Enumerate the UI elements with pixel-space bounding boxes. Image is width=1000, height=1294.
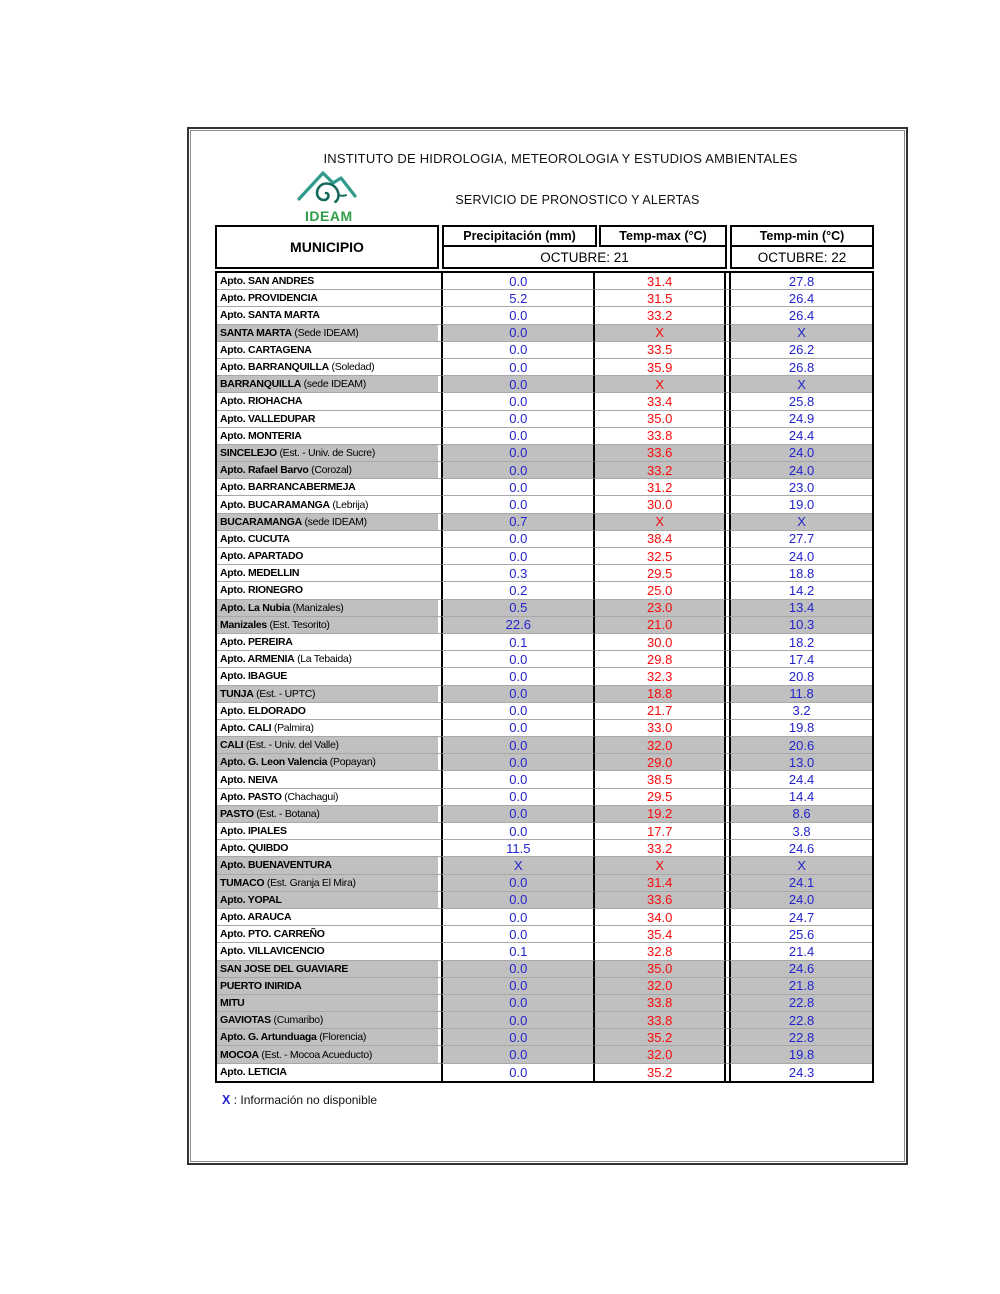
table-row [217, 995, 872, 1012]
precipitation-value: 0.3 [441, 565, 595, 582]
temp-min-value: 11.8 [729, 686, 872, 703]
municipality-cell: CALI (Est. - Univ. del Valle) [217, 737, 438, 754]
table-row [217, 771, 872, 788]
temp-min-value: 27.7 [729, 531, 872, 548]
table-body-box [215, 271, 874, 1083]
precipitation-value: 22.6 [441, 617, 595, 634]
temp-max-value: 35.4 [595, 926, 726, 943]
precipitation-value: 0.0 [441, 651, 595, 668]
temp-max-value: 35.2 [595, 1029, 726, 1046]
table-row [217, 703, 872, 720]
table-row [217, 428, 872, 445]
precipitation-value: 0.0 [441, 771, 595, 788]
temp-max-value: 25.0 [595, 582, 726, 599]
report-frame [187, 127, 908, 1165]
temp-min-value: 24.4 [729, 771, 872, 788]
temp-max-value: 33.6 [595, 892, 726, 909]
temp-min-value: 23.0 [729, 479, 872, 496]
table-row [217, 961, 872, 978]
temp-max-value: 33.0 [595, 720, 726, 737]
table-row [217, 565, 872, 582]
temp-max-value: 33.6 [595, 445, 726, 462]
temp-max-value: X [595, 376, 726, 393]
table-row [217, 909, 872, 926]
temp-min-value: 19.8 [729, 720, 872, 737]
table-row [217, 462, 872, 479]
temp-min-value: 20.8 [729, 668, 872, 685]
temp-min-value: 26.8 [729, 359, 872, 376]
table-row [217, 857, 872, 874]
table-row [217, 1029, 872, 1046]
temp-max-value: 29.8 [595, 651, 726, 668]
temp-max-value: 35.0 [595, 961, 726, 978]
temp-max-value: 32.8 [595, 943, 726, 960]
table-row [217, 342, 872, 359]
precipitation-value: 0.0 [441, 875, 595, 892]
municipality-cell: Apto. SAN ANDRES [217, 273, 438, 290]
temp-min-value: 14.2 [729, 582, 872, 599]
precipitation-value: 0.0 [441, 531, 595, 548]
municipality-cell: Apto. ELDORADO [217, 703, 438, 720]
institute-title: INSTITUTO DE HIDROLOGIA, METEOROLOGIA Y ESTUDIOS AMBIENTALES [323, 151, 798, 166]
precipitation-value: 0.0 [441, 995, 595, 1012]
temp-min-value: X [729, 514, 872, 531]
precipitation-value: 0.0 [441, 479, 595, 496]
table-row [217, 978, 872, 995]
precipitation-value: 0.7 [441, 514, 595, 531]
temp-max-value: 33.2 [595, 307, 726, 324]
precipitation-value: 0.0 [441, 342, 595, 359]
temp-min-value: 24.0 [729, 445, 872, 462]
temp-max-value: 33.2 [595, 462, 726, 479]
temp-min-value: 24.3 [729, 1064, 872, 1081]
precipitation-value: 0.0 [441, 909, 595, 926]
temp-min-value: 21.8 [729, 978, 872, 995]
municipality-cell: Apto. CARTAGENA [217, 342, 438, 359]
temp-max-value: 33.2 [595, 840, 726, 857]
temp-min-value: 13.4 [729, 600, 872, 617]
temp-min-value: 20.6 [729, 737, 872, 754]
municipality-cell: Apto. BUENAVENTURA [217, 857, 438, 874]
precipitation-value: 0.0 [441, 496, 595, 513]
table-row [217, 325, 872, 342]
temp-max-value: 32.3 [595, 668, 726, 685]
precipitation-value: 0.0 [441, 359, 595, 376]
temp-max-value: 35.0 [595, 411, 726, 428]
table-row [217, 720, 872, 737]
temp-max-value: 33.8 [595, 1012, 726, 1029]
header-municipio: MUNICIPIO [215, 225, 439, 269]
table-row [217, 531, 872, 548]
temp-max-value: 18.8 [595, 686, 726, 703]
temp-max-value: 30.0 [595, 496, 726, 513]
municipality-cell: Apto. YOPAL [217, 892, 438, 909]
municipality-cell: Apto. CUCUTA [217, 531, 438, 548]
table-row [217, 376, 872, 393]
precipitation-value: 0.0 [441, 1012, 595, 1029]
municipality-cell: SANTA MARTA (Sede IDEAM) [217, 325, 438, 342]
precipitation-value: 0.0 [441, 686, 595, 703]
temp-max-value: X [595, 514, 726, 531]
temp-min-value: 24.0 [729, 462, 872, 479]
temp-max-value: 33.8 [595, 995, 726, 1012]
temp-min-value: 24.0 [729, 548, 872, 565]
municipality-cell: Apto. BUCARAMANGA (Lebrija) [217, 496, 438, 513]
precipitation-value: 0.0 [441, 823, 595, 840]
municipality-cell: Apto. VALLEDUPAR [217, 411, 438, 428]
precipitation-value: 0.2 [441, 582, 595, 599]
precipitation-value: 0.0 [441, 325, 595, 342]
table-row [217, 290, 872, 307]
temp-min-value: 18.8 [729, 565, 872, 582]
table-row [217, 789, 872, 806]
temp-max-value: 29.5 [595, 565, 726, 582]
header-precipitacion: Precipitación (mm) [442, 225, 597, 247]
temp-max-value: 34.0 [595, 909, 726, 926]
municipality-cell: SINCELEJO (Est. - Univ. de Sucre) [217, 445, 438, 462]
precipitation-value: 0.0 [441, 428, 595, 445]
municipality-cell: PUERTO INIRIDA [217, 978, 438, 995]
temp-min-value: 8.6 [729, 806, 872, 823]
temp-max-value: 21.0 [595, 617, 726, 634]
municipality-cell: Apto. PROVIDENCIA [217, 290, 438, 307]
precipitation-value: 0.0 [441, 789, 595, 806]
temp-min-value: 24.0 [729, 892, 872, 909]
municipality-cell: Apto. PTO. CARREÑO [217, 926, 438, 943]
municipality-cell: Apto. RIOHACHA [217, 393, 438, 410]
footnote-x-symbol: X [222, 1092, 231, 1107]
temp-max-value: X [595, 857, 726, 874]
table-row [217, 806, 872, 823]
municipality-cell: Apto. VILLAVICENCIO [217, 943, 438, 960]
precipitation-value: 0.0 [441, 445, 595, 462]
temp-min-value: 25.8 [729, 393, 872, 410]
table-row [217, 634, 872, 651]
temp-min-value: 24.6 [729, 961, 872, 978]
municipality-cell: Apto. ARAUCA [217, 909, 438, 926]
footnote-text: : Información no disponible [233, 1092, 378, 1107]
temp-max-value: 31.2 [595, 479, 726, 496]
temp-max-value: 29.0 [595, 754, 726, 771]
temp-min-value: 19.8 [729, 1046, 872, 1063]
municipality-cell: Apto. QUIBDO [217, 840, 438, 857]
municipality-cell: Apto. PEREIRA [217, 634, 438, 651]
temp-max-value: 31.4 [595, 273, 726, 290]
precipitation-value: 0.0 [441, 961, 595, 978]
municipality-cell: Apto. APARTADO [217, 548, 438, 565]
table-row [217, 496, 872, 513]
table-row [217, 875, 872, 892]
temp-min-value: 18.2 [729, 634, 872, 651]
table-row [217, 307, 872, 324]
municipality-cell: Apto. BARRANCABERMEJA [217, 479, 438, 496]
temp-min-value: 22.8 [729, 995, 872, 1012]
table-row [217, 359, 872, 376]
municipality-cell: Apto. MONTERIA [217, 428, 438, 445]
precipitation-value: 0.0 [441, 1046, 595, 1063]
temp-max-value: 32.0 [595, 1046, 726, 1063]
temp-min-value: 13.0 [729, 754, 872, 771]
municipality-cell: MITU [217, 995, 438, 1012]
precipitation-value: 0.0 [441, 978, 595, 995]
temp-min-value: 14.4 [729, 789, 872, 806]
municipality-cell: BARRANQUILLA (sede IDEAM) [217, 376, 438, 393]
municipality-cell: Apto. Rafael Barvo (Corozal) [217, 462, 438, 479]
temp-max-value: 35.2 [595, 1064, 726, 1081]
temp-min-value: 17.4 [729, 651, 872, 668]
header-temp-max: Temp-max (°C) [599, 225, 727, 247]
temp-max-value: 23.0 [595, 600, 726, 617]
forecast-table [215, 225, 874, 1107]
table-row [217, 754, 872, 771]
precipitation-value: 0.0 [441, 273, 595, 290]
temp-min-value: 24.6 [729, 840, 872, 857]
municipality-cell: Apto. La Nubia (Manizales) [217, 600, 438, 617]
table-row [217, 411, 872, 428]
temp-min-value: 21.4 [729, 943, 872, 960]
table-row [217, 548, 872, 565]
precipitation-value: 0.0 [441, 462, 595, 479]
temp-max-value: 19.2 [595, 806, 726, 823]
precipitation-value: 0.0 [441, 892, 595, 909]
municipality-cell: Apto. PASTO (Chachagui) [217, 789, 438, 806]
temp-max-value: 38.4 [595, 531, 726, 548]
temp-min-value: 24.1 [729, 875, 872, 892]
table-row [217, 479, 872, 496]
table-row [217, 943, 872, 960]
municipality-cell: MOCOA (Est. - Mocoa Acueducto) [217, 1046, 438, 1063]
table-row [217, 600, 872, 617]
precipitation-value: 0.0 [441, 668, 595, 685]
precipitation-value: 0.0 [441, 376, 595, 393]
temp-max-value: 31.5 [595, 290, 726, 307]
header-date-octubre-21: OCTUBRE: 21 [442, 247, 727, 269]
precipitation-value: 0.0 [441, 548, 595, 565]
table-row [217, 617, 872, 634]
precipitation-value: 0.0 [441, 411, 595, 428]
temp-min-value: 25.6 [729, 926, 872, 943]
table-row [217, 892, 872, 909]
municipality-cell: Apto. CALI (Palmira) [217, 720, 438, 737]
precipitation-value: 0.0 [441, 393, 595, 410]
precipitation-value: 5.2 [441, 290, 595, 307]
table-row [217, 926, 872, 943]
municipality-cell: Apto. BARRANQUILLA (Soledad) [217, 359, 438, 376]
municipality-cell: TUNJA (Est. - UPTC) [217, 686, 438, 703]
municipality-cell: TUMACO (Est. Granja El Mira) [217, 875, 438, 892]
table-header [215, 225, 874, 269]
temp-min-value: 24.7 [729, 909, 872, 926]
temp-min-value: 19.0 [729, 496, 872, 513]
table-row [217, 686, 872, 703]
municipality-cell: GAVIOTAS (Cumaribo) [217, 1012, 438, 1029]
temp-min-value: 3.8 [729, 823, 872, 840]
footnote [215, 1093, 874, 1107]
table-row [217, 445, 872, 462]
temp-min-value: X [729, 376, 872, 393]
header-temp-min: Temp-min (°C) [730, 225, 874, 247]
precipitation-value: 0.0 [441, 1029, 595, 1046]
municipality-cell: PASTO (Est. - Botana) [217, 806, 438, 823]
municipality-cell: Apto. G. Leon Valencia (Popayan) [217, 754, 438, 771]
temp-max-value: 30.0 [595, 634, 726, 651]
temp-min-value: 22.8 [729, 1029, 872, 1046]
temp-max-value: 17.7 [595, 823, 726, 840]
table-rows [217, 273, 872, 1081]
temp-min-value: 26.4 [729, 290, 872, 307]
temp-min-value: 10.3 [729, 617, 872, 634]
municipality-cell: Apto. SANTA MARTA [217, 307, 438, 324]
temp-max-value: 29.5 [595, 789, 726, 806]
municipality-cell: Apto. IPIALES [217, 823, 438, 840]
precipitation-value: 0.0 [441, 754, 595, 771]
precipitation-value: 0.0 [441, 703, 595, 720]
temp-min-value: 24.4 [729, 428, 872, 445]
table-row [217, 1064, 872, 1081]
municipality-cell: Manizales (Est. Tesorito) [217, 617, 438, 634]
temp-max-value: 38.5 [595, 771, 726, 788]
municipality-cell: Apto. NEIVA [217, 771, 438, 788]
precipitation-value: 0.1 [441, 634, 595, 651]
temp-min-value: 22.8 [729, 1012, 872, 1029]
precipitation-value: 0.5 [441, 600, 595, 617]
municipality-cell: Apto. MEDELLIN [217, 565, 438, 582]
municipality-cell: BUCARAMANGA (sede IDEAM) [217, 514, 438, 531]
temp-max-value: 33.8 [595, 428, 726, 445]
precipitation-value: 0.0 [441, 307, 595, 324]
table-row [217, 393, 872, 410]
temp-max-value: 32.0 [595, 737, 726, 754]
precipitation-value: 0.1 [441, 943, 595, 960]
precipitation-value: 0.0 [441, 720, 595, 737]
header-date-octubre-22: OCTUBRE: 22 [730, 247, 874, 269]
precipitation-value: 11.5 [441, 840, 595, 857]
temp-max-value: 33.4 [595, 393, 726, 410]
temp-min-value: X [729, 857, 872, 874]
precipitation-value: X [441, 857, 595, 874]
precipitation-value: 0.0 [441, 926, 595, 943]
municipality-cell: Apto. RIONEGRO [217, 582, 438, 599]
table-row [217, 823, 872, 840]
table-row [217, 737, 872, 754]
municipality-cell: Apto. LETICIA [217, 1064, 438, 1081]
ideam-logo-text: IDEAM [305, 208, 353, 224]
temp-max-value: 31.4 [595, 875, 726, 892]
temp-min-value: 3.2 [729, 703, 872, 720]
municipality-cell: Apto. IBAGUE [217, 668, 438, 685]
table-row [217, 840, 872, 857]
temp-min-value: 26.4 [729, 307, 872, 324]
table-row [217, 1012, 872, 1029]
temp-max-value: 32.0 [595, 978, 726, 995]
service-title: SERVICIO DE PRONOSTICO Y ALERTAS [455, 193, 700, 207]
precipitation-value: 0.0 [441, 737, 595, 754]
municipality-cell: Apto. G. Artunduaga (Florencia) [217, 1029, 438, 1046]
table-row [217, 651, 872, 668]
temp-min-value: X [729, 325, 872, 342]
temp-max-value: 35.9 [595, 359, 726, 376]
temp-min-value: 27.8 [729, 273, 872, 290]
table-row [217, 514, 872, 531]
municipality-cell: SAN JOSE DEL GUAVIARE [217, 961, 438, 978]
precipitation-value: 0.0 [441, 806, 595, 823]
table-row [217, 582, 872, 599]
table-row [217, 668, 872, 685]
precipitation-value: 0.0 [441, 1064, 595, 1081]
temp-min-value: 26.2 [729, 342, 872, 359]
temp-max-value: 33.5 [595, 342, 726, 359]
temp-max-value: X [595, 325, 726, 342]
table-row [217, 273, 872, 290]
table-row [217, 1046, 872, 1063]
municipality-cell: Apto. ARMENIA (La Tebaida) [217, 651, 438, 668]
temp-max-value: 21.7 [595, 703, 726, 720]
temp-max-value: 32.5 [595, 548, 726, 565]
temp-min-value: 24.9 [729, 411, 872, 428]
